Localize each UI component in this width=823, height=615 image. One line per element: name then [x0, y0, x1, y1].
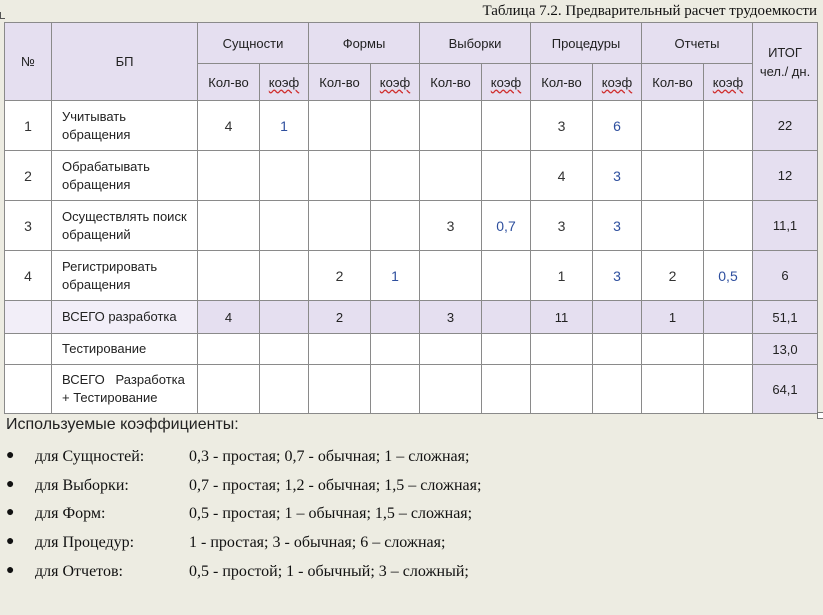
bullet-icon: ● — [6, 448, 15, 463]
cell-koef: 0,7 — [482, 201, 531, 251]
row-name: Обрабатывать обращения — [52, 151, 198, 201]
cell-count: 4 — [531, 151, 593, 201]
row-number: 3 — [5, 201, 52, 251]
cell-count: 2 — [642, 251, 704, 301]
row-number: 1 — [5, 101, 52, 151]
row-number: 4 — [5, 251, 52, 301]
cell-count — [420, 151, 482, 201]
row-number-empty — [5, 334, 52, 365]
cell-koef — [482, 301, 531, 334]
bullet-icon: ● — [6, 562, 15, 578]
cell-count: 3 — [531, 201, 593, 251]
bullet-icon: ● — [6, 505, 15, 521]
header-koef: коэф — [704, 64, 753, 101]
table-row — [5, 101, 818, 151]
resize-handle — [817, 412, 823, 419]
row-name: ВСЕГО разработка — [52, 301, 198, 334]
cell-koef — [260, 251, 309, 301]
cell-count: 1 — [642, 301, 704, 334]
header-count: Кол-во — [198, 64, 260, 101]
cell-itog: 6 — [753, 251, 818, 301]
cell-count — [642, 201, 704, 251]
header-queries: Выборки — [420, 23, 531, 64]
cell-count — [642, 151, 704, 201]
cell-itog: 11,1 — [753, 201, 818, 251]
cell-koef: 1 — [260, 101, 309, 151]
testing-row — [5, 334, 818, 365]
cell-count — [198, 201, 260, 251]
cell-itog: 51,1 — [753, 301, 818, 334]
header-reports: Отчеты — [642, 23, 753, 64]
cell-count — [309, 201, 371, 251]
cell-count: 1 — [531, 251, 593, 301]
cell-koef — [260, 151, 309, 201]
cell-koef — [704, 101, 753, 151]
cell-koef — [371, 201, 420, 251]
table-row — [5, 151, 818, 201]
cell-count: 11 — [531, 301, 593, 334]
cell-count — [420, 251, 482, 301]
cell-koef: 0,5 — [704, 251, 753, 301]
header-procedures: Процедуры — [531, 23, 642, 64]
cell-count — [642, 101, 704, 151]
header-itog: ИТОГ чел./ дн. — [753, 23, 818, 101]
header-forms: Формы — [309, 23, 420, 64]
cell-itog: 22 — [753, 101, 818, 151]
row-number-empty — [5, 301, 52, 334]
cell-koef: 3 — [593, 151, 642, 201]
cell-koef — [482, 101, 531, 151]
header-count: Кол-во — [531, 64, 593, 101]
header-koef: коэф — [593, 64, 642, 101]
row-name: Регистрировать обращения — [52, 251, 198, 301]
cell-count: 3 — [420, 201, 482, 251]
header-bp: БП — [52, 23, 198, 101]
cell-koef — [371, 101, 420, 151]
table-caption: Таблица 7.2. Предварительный расчет трудоемкости — [482, 3, 817, 19]
header-count: Кол-во — [642, 64, 704, 101]
row-name: ВСЕГО Разработка + Тестирование — [52, 365, 198, 414]
row-name: Тестирование — [52, 334, 198, 365]
cell-koef — [482, 151, 531, 201]
cell-koef — [260, 201, 309, 251]
cell-count — [198, 151, 260, 201]
total-all-row — [5, 365, 818, 414]
cell-koef — [371, 151, 420, 201]
header-count: Кол-во — [309, 64, 371, 101]
cell-count: 3 — [420, 301, 482, 334]
row-name: Осуществлять поиск обращений — [52, 201, 198, 251]
cell-count — [198, 251, 260, 301]
cell-koef: 1 — [371, 251, 420, 301]
row-number-empty — [5, 365, 52, 414]
corner-mark — [0, 12, 5, 19]
header-koef: коэф — [482, 64, 531, 101]
cell-count: 4 — [198, 301, 260, 334]
cell-koef — [482, 251, 531, 301]
table-row — [5, 251, 818, 301]
cell-itog: 13,0 — [753, 334, 818, 365]
cell-koef — [371, 301, 420, 334]
cell-koef: 6 — [593, 101, 642, 151]
table-row — [5, 201, 818, 251]
cell-count: 4 — [198, 101, 260, 151]
cell-itog: 64,1 — [753, 365, 818, 414]
header-entities: Сущности — [198, 23, 309, 64]
cell-koef — [593, 301, 642, 334]
cell-koef: 3 — [593, 201, 642, 251]
header-num: № — [5, 23, 52, 101]
bullet-icon: ● — [6, 476, 15, 492]
cell-count: 2 — [309, 251, 371, 301]
cell-count — [420, 101, 482, 151]
cell-itog: 12 — [753, 151, 818, 201]
row-name: Учитывать обращения — [52, 101, 198, 151]
cell-koef: 3 — [593, 251, 642, 301]
labor-table — [4, 22, 818, 414]
header-koef: коэф — [260, 64, 309, 101]
cell-count — [309, 151, 371, 201]
row-number: 2 — [5, 151, 52, 201]
cell-count: 3 — [531, 101, 593, 151]
cell-koef — [260, 301, 309, 334]
cell-koef — [704, 151, 753, 201]
header-koef: коэф — [371, 64, 420, 101]
bullet-icon: ● — [6, 534, 15, 550]
total-dev-row — [5, 301, 818, 334]
cell-count: 2 — [309, 301, 371, 334]
legend-title: Используемые коэффициенты: — [6, 416, 239, 433]
cell-count — [309, 101, 371, 151]
header-count: Кол-во — [420, 64, 482, 101]
cell-koef — [704, 201, 753, 251]
cell-koef — [704, 301, 753, 334]
